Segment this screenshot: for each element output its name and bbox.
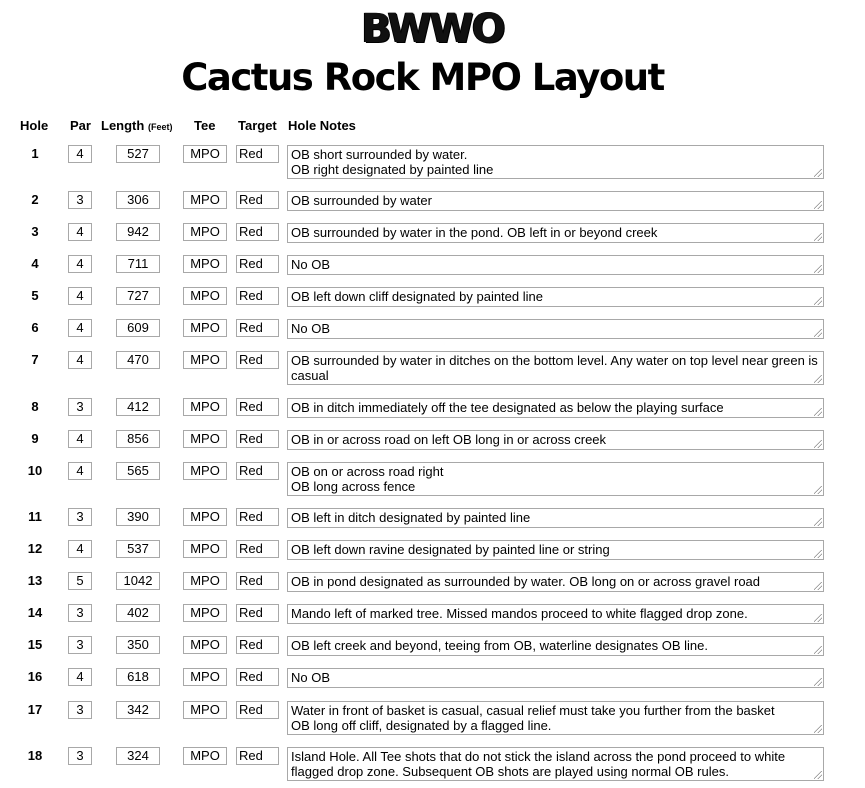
resize-handle-icon[interactable]: [814, 678, 822, 686]
length-field[interactable]: 350: [116, 636, 160, 654]
length-field[interactable]: 324: [116, 747, 160, 765]
par-field[interactable]: 5: [68, 572, 92, 590]
hole-number: 14: [27, 605, 43, 620]
par-field[interactable]: 4: [68, 287, 92, 305]
notes-textarea[interactable]: [287, 747, 824, 781]
par-field[interactable]: 4: [68, 668, 92, 686]
hole-number: 9: [31, 431, 39, 446]
target-field[interactable]: Red: [236, 540, 279, 558]
hole-number: 8: [31, 399, 39, 414]
page-title: Cactus Rock MPO Layout: [181, 56, 664, 99]
resize-handle-icon[interactable]: [814, 486, 822, 494]
target-field[interactable]: Red: [236, 255, 279, 273]
notes-text: OB surrounded by water: [291, 193, 432, 208]
header-notes: Hole Notes: [288, 118, 356, 133]
notes-textarea[interactable]: [287, 540, 824, 560]
length-field[interactable]: 618: [116, 668, 160, 686]
target-field[interactable]: Red: [236, 604, 279, 622]
par-field[interactable]: 3: [68, 191, 92, 209]
resize-handle-icon[interactable]: [814, 582, 822, 590]
tee-field[interactable]: MPO: [183, 223, 227, 241]
notes-text: OB in or across road on left OB long in or across creek: [291, 432, 607, 447]
tee-field[interactable]: MPO: [183, 572, 227, 590]
hole-number: 12: [27, 541, 43, 556]
length-field[interactable]: 727: [116, 287, 160, 305]
length-field[interactable]: 711: [116, 255, 160, 273]
resize-handle-icon[interactable]: [814, 408, 822, 416]
hole-number: 11: [28, 509, 42, 524]
header-par: Par: [70, 118, 91, 133]
notes-textarea[interactable]: [287, 223, 824, 243]
length-field[interactable]: 565: [116, 462, 160, 480]
notes-text: OB left creek and beyond, teeing from OB, waterline designates OB line.: [291, 638, 708, 653]
notes-text: Island Hole. All Tee shots that do not stick the island across the pond proceed to white flagged drop zone. Subsequent OB shots are played using normal OB rules.: [291, 749, 786, 779]
target-field[interactable]: Red: [236, 572, 279, 590]
notes-textarea[interactable]: [287, 668, 824, 688]
tee-field[interactable]: MPO: [183, 398, 227, 416]
tee-field[interactable]: MPO: [183, 319, 227, 337]
hole-number: 15: [27, 637, 43, 652]
tee-field[interactable]: MPO: [183, 701, 227, 719]
resize-handle-icon[interactable]: [814, 614, 822, 622]
par-field[interactable]: 3: [68, 508, 92, 526]
target-field[interactable]: Red: [236, 701, 279, 719]
target-field[interactable]: Red: [236, 508, 279, 526]
tee-field[interactable]: MPO: [183, 351, 227, 369]
header-hole: Hole: [20, 118, 49, 133]
target-field[interactable]: Red: [236, 223, 279, 241]
header-length: [101, 118, 172, 133]
header-target: Target: [238, 118, 277, 133]
hole-number: 4: [31, 256, 39, 271]
length-field[interactable]: 402: [116, 604, 160, 622]
header-length-label: Length: [101, 118, 145, 133]
notes-textarea[interactable]: [287, 398, 824, 418]
notes-textarea[interactable]: [287, 701, 824, 735]
notes-text: Mando left of marked tree. Missed mandos proceed to white flagged drop zone.: [291, 606, 748, 621]
hole-number: 13: [27, 573, 43, 588]
hole-number: 2: [31, 192, 39, 207]
tee-field[interactable]: MPO: [183, 636, 227, 654]
notes-text: No OB: [291, 321, 331, 336]
length-field[interactable]: 609: [116, 319, 160, 337]
par-field[interactable]: 4: [68, 145, 92, 163]
notes-textarea[interactable]: [287, 462, 824, 496]
notes-textarea[interactable]: [287, 319, 824, 339]
length-field[interactable]: 856: [116, 430, 160, 448]
hole-number: 7: [31, 352, 39, 367]
resize-handle-icon[interactable]: [814, 265, 822, 273]
resize-handle-icon[interactable]: [814, 297, 822, 305]
target-field[interactable]: Red: [236, 430, 279, 448]
notes-textarea[interactable]: [287, 287, 824, 307]
resize-handle-icon[interactable]: [814, 169, 822, 177]
tee-field[interactable]: MPO: [183, 508, 227, 526]
resize-handle-icon[interactable]: [814, 550, 822, 558]
resize-handle-icon[interactable]: [814, 233, 822, 241]
target-field[interactable]: Red: [236, 462, 279, 480]
hole-number: 10: [27, 463, 43, 478]
hole-number: 16: [27, 669, 43, 684]
hole-number: 1: [31, 146, 39, 161]
target-field[interactable]: Red: [236, 636, 279, 654]
par-field[interactable]: 4: [68, 223, 92, 241]
length-field[interactable]: 537: [116, 540, 160, 558]
target-field[interactable]: Red: [236, 145, 279, 163]
bwwo-logo: BWWO: [361, 6, 504, 52]
notes-textarea[interactable]: [287, 351, 824, 385]
target-field[interactable]: Red: [236, 747, 279, 765]
notes-textarea[interactable]: [287, 572, 824, 592]
notes-text: OB in pond designated as surrounded by water. OB long on or across gravel road: [291, 574, 761, 589]
par-field[interactable]: 4: [68, 462, 92, 480]
header-length-unit: (Feet): [147, 122, 173, 132]
length-field[interactable]: 390: [116, 508, 160, 526]
target-field[interactable]: Red: [236, 319, 279, 337]
length-field[interactable]: 306: [116, 191, 160, 209]
tee-field[interactable]: MPO: [183, 430, 227, 448]
par-field[interactable]: 3: [68, 747, 92, 765]
target-field[interactable]: Red: [236, 398, 279, 416]
notes-textarea[interactable]: [287, 508, 824, 528]
length-field[interactable]: 1042: [116, 572, 160, 590]
notes-textarea[interactable]: [287, 604, 824, 624]
target-field[interactable]: Red: [236, 287, 279, 305]
notes-text: OB in ditch immediately off the tee designated as below the playing surface: [291, 400, 724, 415]
resize-handle-icon[interactable]: [814, 771, 822, 779]
tee-field[interactable]: MPO: [183, 668, 227, 686]
tee-field[interactable]: MPO: [183, 191, 227, 209]
length-field[interactable]: 342: [116, 701, 160, 719]
notes-text: OB left down ravine designated by painted line or string: [291, 542, 610, 557]
notes-textarea[interactable]: [287, 191, 824, 211]
par-field[interactable]: 4: [68, 540, 92, 558]
par-field[interactable]: 4: [68, 430, 92, 448]
hole-number: 3: [31, 224, 39, 239]
target-field[interactable]: Red: [236, 351, 279, 369]
par-field[interactable]: 4: [68, 255, 92, 273]
notes-textarea[interactable]: [287, 255, 824, 275]
par-field[interactable]: 4: [68, 351, 92, 369]
hole-number: 5: [31, 288, 39, 303]
notes-text: No OB: [291, 670, 331, 685]
notes-text: OB short surrounded by water. OB right designated by painted line: [291, 147, 494, 177]
resize-handle-icon[interactable]: [814, 518, 822, 526]
resize-handle-icon[interactable]: [814, 440, 822, 448]
length-field[interactable]: 942: [116, 223, 160, 241]
notes-text: OB on or across road right OB long across fence: [291, 464, 444, 494]
length-field[interactable]: 412: [116, 398, 160, 416]
tee-field[interactable]: MPO: [183, 604, 227, 622]
tee-field[interactable]: MPO: [183, 540, 227, 558]
tee-field[interactable]: MPO: [183, 287, 227, 305]
hole-number: 18: [27, 748, 43, 763]
tee-field[interactable]: MPO: [183, 145, 227, 163]
hole-number: 17: [27, 702, 43, 717]
length-field[interactable]: 470: [116, 351, 160, 369]
header-tee: Tee: [194, 118, 216, 133]
par-field[interactable]: 3: [68, 636, 92, 654]
notes-text: OB surrounded by water in the pond. OB left in or beyond creek: [291, 225, 658, 240]
notes-textarea[interactable]: [287, 636, 824, 656]
tee-field[interactable]: MPO: [183, 747, 227, 765]
par-field[interactable]: 3: [68, 701, 92, 719]
notes-textarea[interactable]: [287, 430, 824, 450]
hole-number: 6: [31, 320, 39, 335]
target-field[interactable]: Red: [236, 668, 279, 686]
par-field[interactable]: 3: [68, 398, 92, 416]
notes-text: OB left in ditch designated by painted line: [291, 510, 531, 525]
notes-text: No OB: [291, 257, 331, 272]
par-field[interactable]: 4: [68, 319, 92, 337]
target-field[interactable]: Red: [236, 191, 279, 209]
notes-textarea[interactable]: [287, 145, 824, 179]
resize-handle-icon[interactable]: [814, 201, 822, 209]
tee-field[interactable]: MPO: [183, 462, 227, 480]
par-field[interactable]: 3: [68, 604, 92, 622]
tee-field[interactable]: MPO: [183, 255, 227, 273]
notes-text: OB left down cliff designated by painted line: [291, 289, 543, 304]
resize-handle-icon[interactable]: [814, 646, 822, 654]
length-field[interactable]: 527: [116, 145, 160, 163]
notes-text: OB surrounded by water in ditches on the bottom level. Any water on top level near green is casual: [291, 353, 818, 383]
notes-text: Water in front of basket is casual, casual relief must take you further from the basket OB long off cliff, designated by a flagged line.: [291, 703, 775, 733]
resize-handle-icon[interactable]: [814, 725, 822, 733]
resize-handle-icon[interactable]: [814, 329, 822, 337]
resize-handle-icon[interactable]: [814, 375, 822, 383]
